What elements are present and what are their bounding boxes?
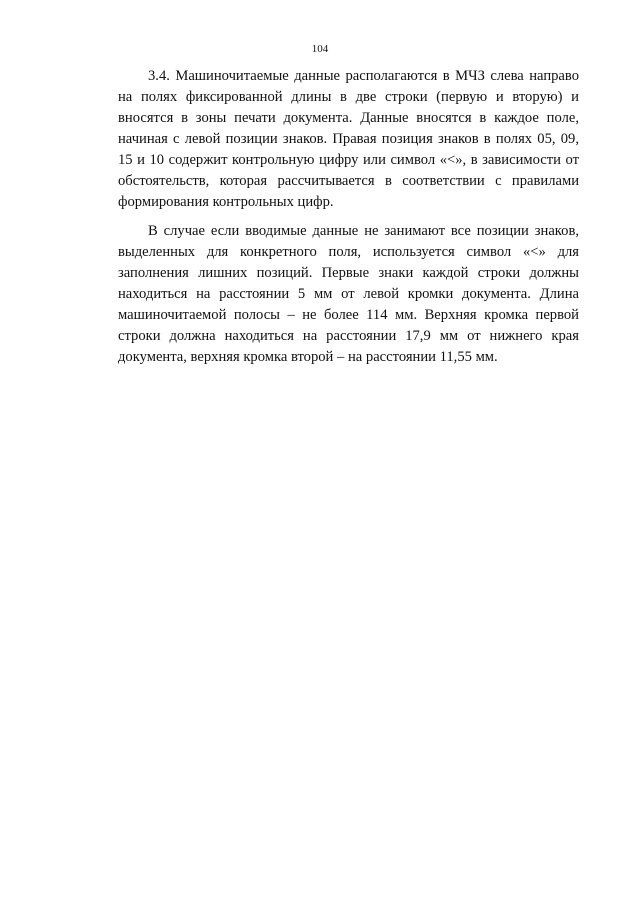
document-body (118, 66, 579, 368)
page-number: 104 (311, 43, 329, 55)
paragraph-filler-and-dimensions: В случае если вводимые данные не занимают все позиции знаков, выделенных для конкретного поля, используется символ «<» для заполнения лишних позиций. Первые знаки каждой строки должны находиться на расстоянии 5 мм от левой кромки документа. Длина машиночитаемой полосы – не более 114 мм. Верхняя кромка первой строки должна находиться на расстоянии 17,9 мм от нижнего края документа, верхняя кромка второй – на расстоянии 11,55 мм. (118, 223, 579, 365)
paragraph-mrz-placement: 3.4. Машиночитаемые данные располагаются в МЧЗ слева направо на полях фиксированной длины в две строки (первую и вторую) и вносятся в зоны печати документа. Данные вносятся в каждое поле, начиная с левой позиции знаков. Правая позиция знаков в полях 05, 09, 15 и 10 содержит контрольную цифру или символ «<», в зависимости от обстоятельств, которая рассчитывается в соответствии с правилами формирования контрольных цифр. (118, 68, 579, 210)
